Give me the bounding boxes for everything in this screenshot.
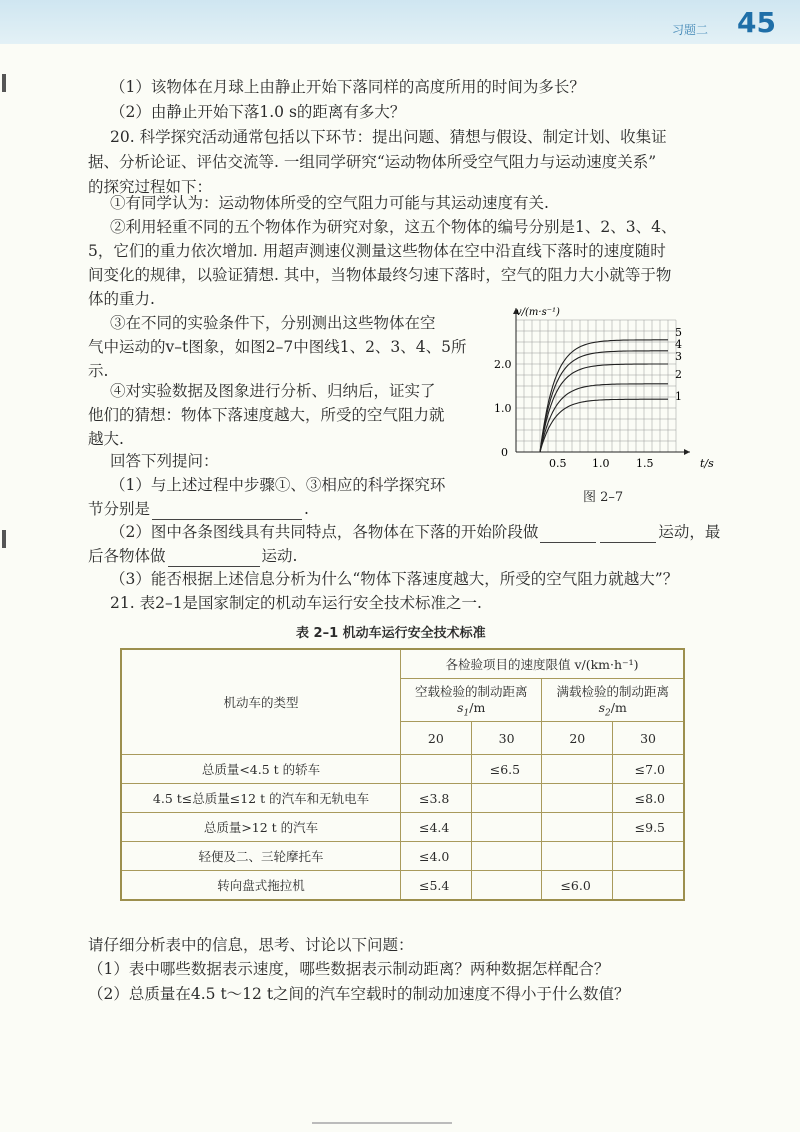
bottom-mark [312, 1122, 452, 1124]
speed-cell: 30 [471, 722, 542, 755]
step-line: ④对实验数据及图象进行分析、归纳后，证实了 [110, 382, 436, 400]
step-line: 间变化的规律，以验证猜想. 其中，当物体最终匀速下落时，空气的阻力大小就等于物 [88, 266, 672, 284]
prompt-line: 节分别是 . [88, 500, 309, 518]
y-tick-label: 0 [501, 446, 508, 459]
y-tick-label: 1.0 [494, 402, 512, 415]
table-row: 总质量<4.5 t 的轿车 ≤6.5 ≤7.0 [121, 755, 684, 784]
speed-cell: 30 [613, 722, 684, 755]
speed-limit-header: 各检验项目的速度限值 v/(km·h⁻¹) [401, 649, 685, 679]
question-line: 请仔细分析表中的信息，思考、讨论以下问题： [88, 936, 414, 954]
step-line: 气中运动的v–t图象，如图2–7中图线1、2、3、4、5所 [88, 338, 467, 356]
empty-load-header: 空载检验的制动距离 $s_1/m$ [401, 679, 542, 722]
vt-graph [488, 300, 738, 500]
step-line: 他们的猜想：物体下落速度越大，所受的空气阻力就 [88, 406, 445, 424]
table-title: 表 2–1 机动车运行安全技术标准 [296, 626, 486, 641]
answer-blank[interactable] [152, 503, 302, 520]
curve-label: 3 [675, 350, 682, 363]
figure-caption: 图 2–7 [583, 490, 624, 505]
curve-label: 1 [675, 390, 682, 403]
question-line: 的探究过程如下： [88, 178, 213, 196]
step-line: ③在不同的实验条件下，分别测出这些物体在空 [110, 314, 436, 332]
step-line: 体的重力. [88, 290, 155, 308]
prompt-line: 回答下列提问： [110, 452, 219, 470]
question-line: （2）由静止开始下落1.0 s的距离有多大？ [110, 103, 406, 121]
table-row: 总质量>12 t 的汽车 ≤4.4 ≤9.5 [121, 813, 684, 842]
question-line: 20. 科学探究活动通常包括以下环节：提出问题、猜想与假设、制定计划、收集证 [110, 128, 667, 146]
full-load-header: 满载检验的制动距离 $s_2/m$ [542, 679, 684, 722]
standards-table [120, 648, 685, 901]
prompt-line: （3）能否根据上述信息分析为什么“物体下落速度越大，所受的空气阻力就越大”？ [110, 570, 679, 588]
speed-cell: 20 [542, 722, 613, 755]
table-row: 4.5 t≤总质量≤12 t 的汽车和无轨电车 ≤3.8 ≤8.0 [121, 784, 684, 813]
question-line: （1）该物体在月球上由静止开始下落同样的高度所用的时间为多长？ [110, 78, 585, 96]
question-line: （1）表中哪些数据表示速度，哪些数据表示制动距离？两种数据怎样配合？ [88, 960, 610, 978]
margin-mark [2, 74, 6, 92]
x-tick-label: 1.5 [636, 457, 654, 470]
step-line: ①有同学认为：运动物体所受的空气阻力可能与其运动速度有关. [110, 194, 549, 212]
speed-cell: 20 [401, 722, 472, 755]
table-row: 转向盘式拖拉机 ≤5.4 ≤6.0 [121, 871, 684, 901]
header-bar [0, 0, 800, 44]
answer-blank[interactable] [168, 550, 260, 567]
y-axis-label: v/(m·s⁻¹) [516, 307, 560, 318]
step-line: 5，它们的重力依次增加. 用超声测速仪测量这些物体在空中沿直线下落时的速度随时 [88, 242, 666, 260]
question-line: （2）总质量在4.5 t～12 t之间的汽车空载时的制动加速度不得小于什么数值？ [88, 985, 630, 1003]
curve-label: 5 [675, 326, 682, 339]
table-row: 轻便及二、三轮摩托车 ≤4.0 [121, 842, 684, 871]
y-tick-label: 2.0 [494, 358, 512, 371]
answer-blank[interactable] [600, 526, 656, 543]
graph-axes [513, 308, 690, 455]
question-line: 21. 表2–1是国家制定的机动车运行安全技术标准之一. [110, 594, 482, 612]
x-tick-label: 0.5 [549, 457, 567, 470]
x-tick-label: 1.0 [592, 457, 610, 470]
column-header-type: 机动车的类型 [121, 649, 401, 755]
answer-blank[interactable] [540, 526, 596, 543]
curve-label: 4 [675, 338, 682, 351]
step-line: 越大. [88, 430, 124, 448]
step-line: ②利用轻重不同的五个物体作为研究对象，这五个物体的编号分别是1、2、3、4、 [110, 218, 677, 236]
margin-mark [2, 530, 6, 548]
curve-label: 2 [675, 368, 682, 381]
step-line: 示. [88, 362, 109, 380]
chapter-label: 习题二 [672, 23, 709, 37]
x-axis-arrow [684, 449, 690, 455]
prompt-line: （1）与上述过程中步骤①、③相应的科学探究环 [110, 476, 446, 494]
x-axis-label: t/s [700, 457, 714, 470]
question-line: 据、分析论证、评估交流等. 一组同学研究“运动物体所受空气阻力与运动速度关系” [88, 153, 657, 171]
page-number: 45 [737, 6, 776, 39]
prompt-line: （2）图中各条图线具有共同特点，各物体在下落的开始阶段做 运动，最 [110, 523, 721, 541]
prompt-line: 后各物体做 运动. [88, 547, 298, 565]
